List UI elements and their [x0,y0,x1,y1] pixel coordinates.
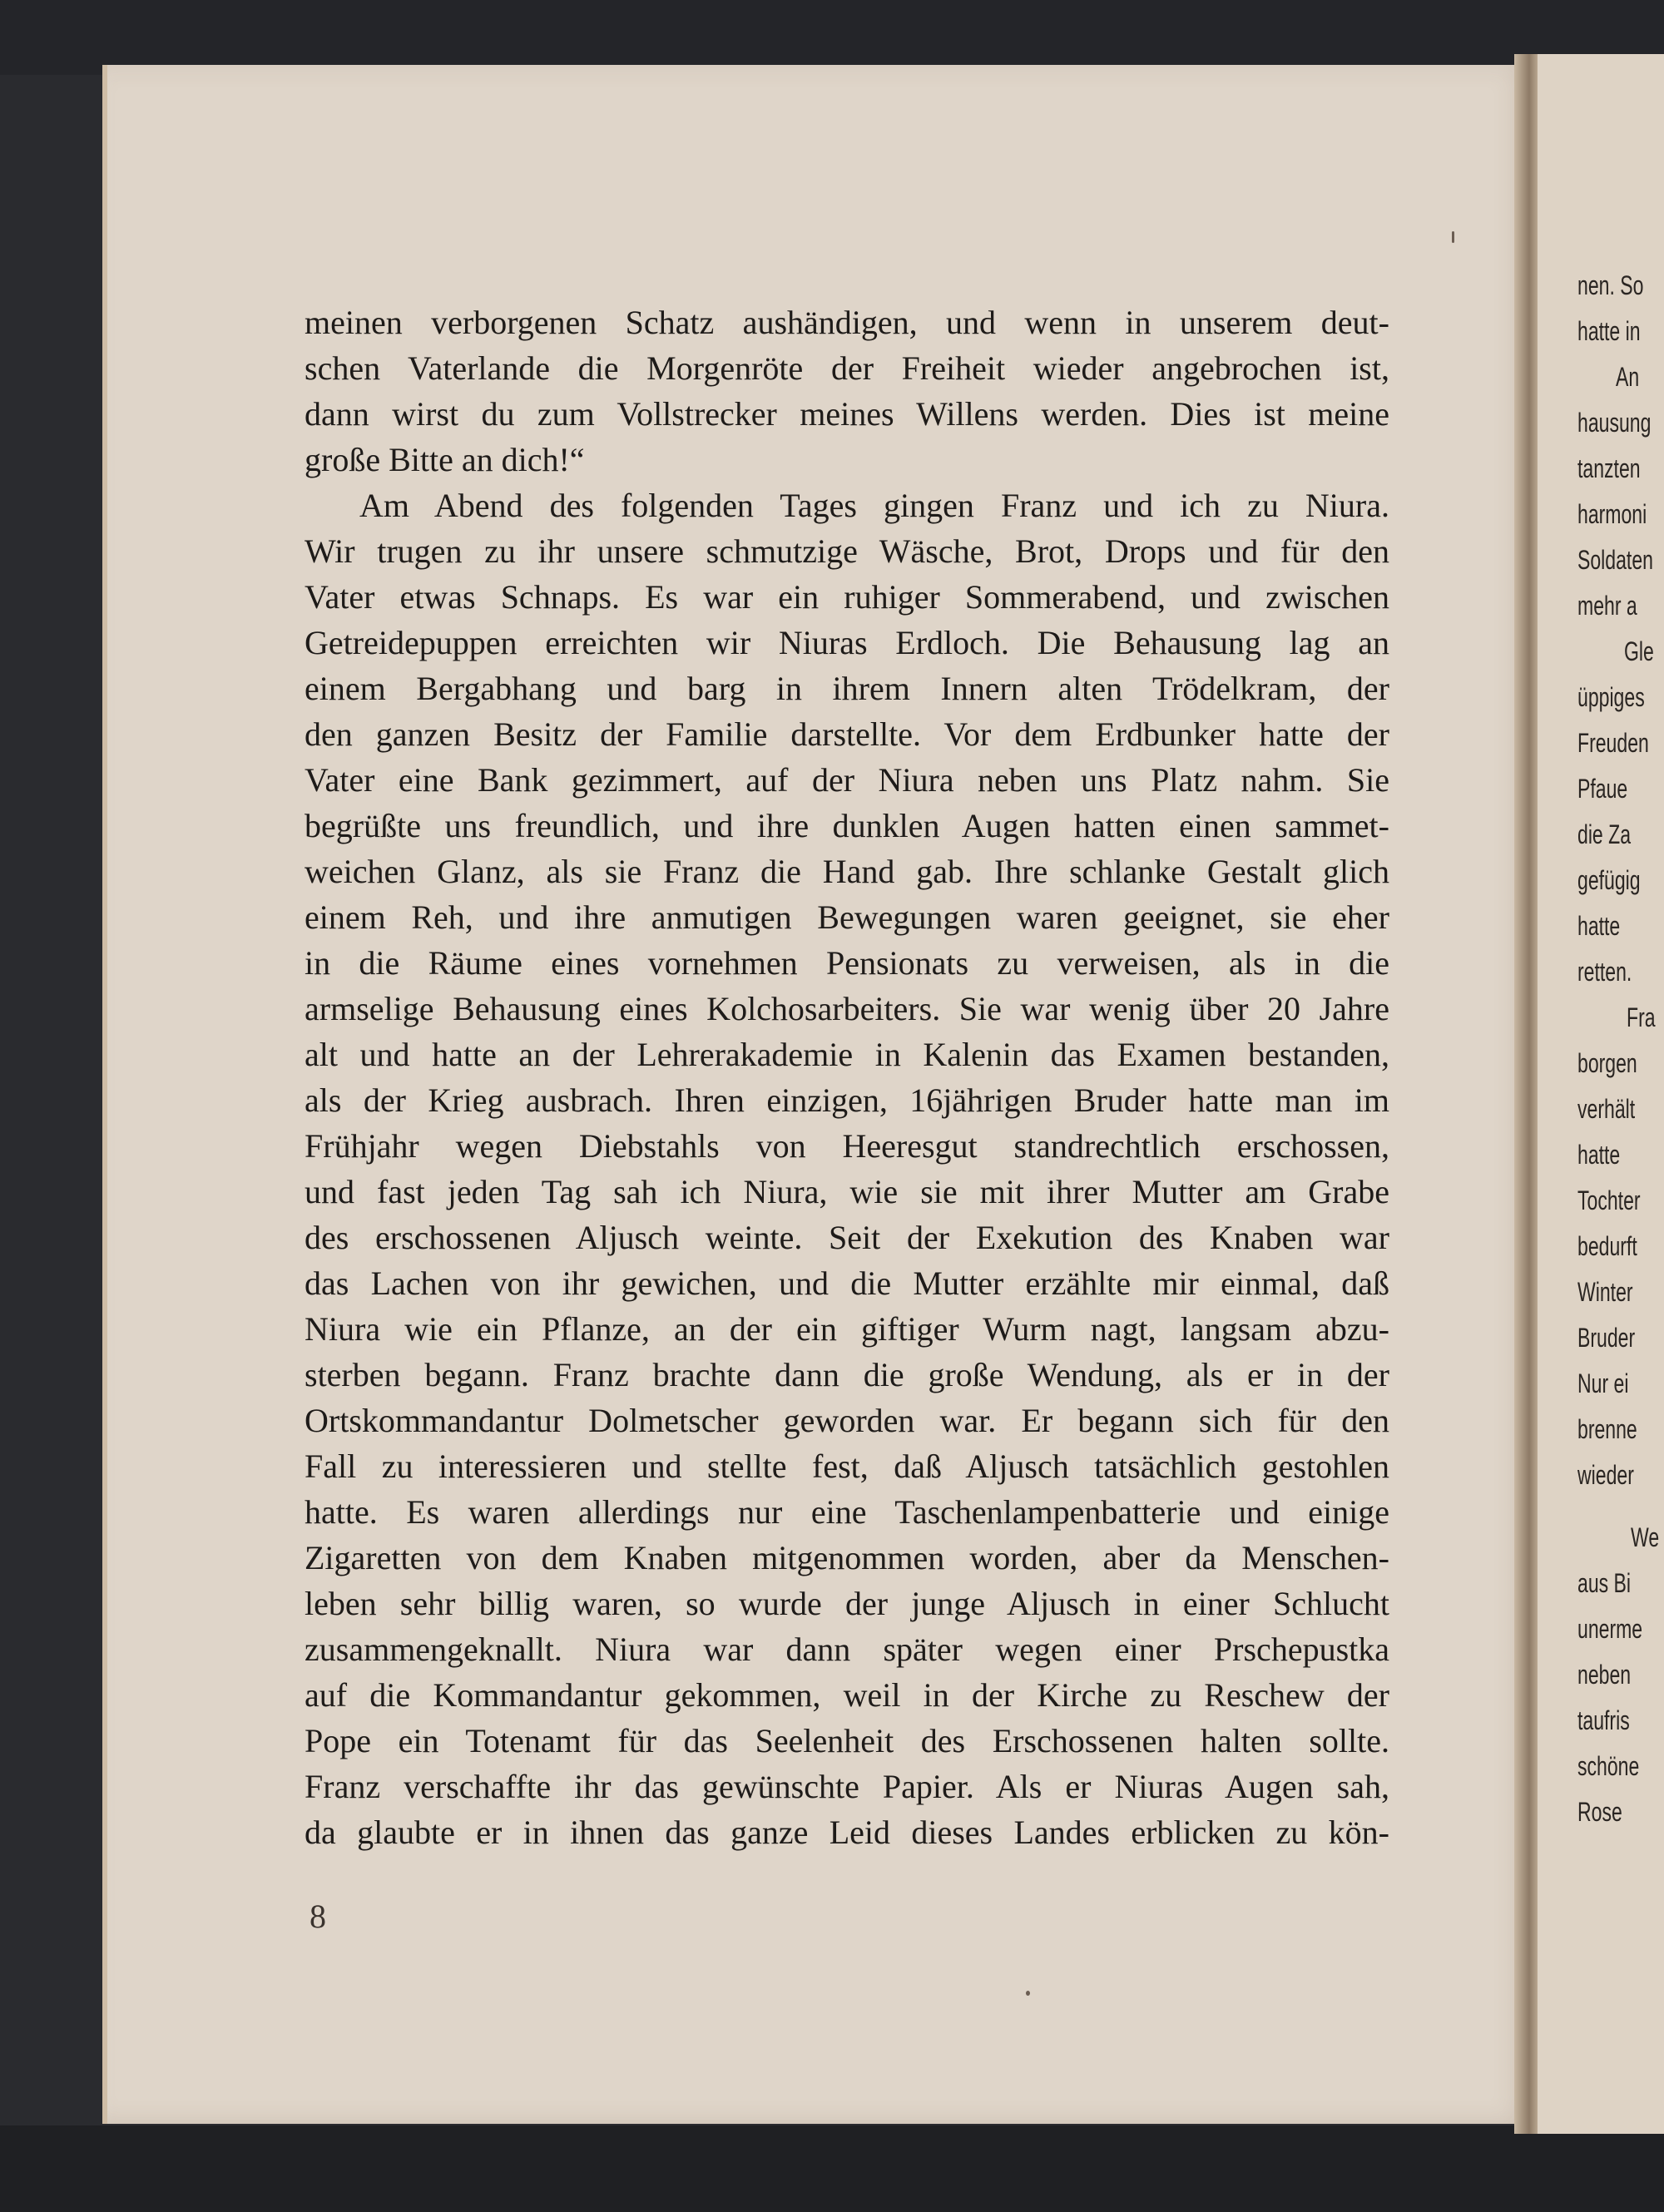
right-page-line: Bruder [1577,1323,1636,1353]
text-line: große Bitte an dich!“ [305,441,585,478]
right-page-line: hatte [1577,911,1621,941]
text-line: Getreidepuppen erreichten wir Niuras Erdloch. Die Behausung lag an [305,624,1389,661]
paper-speck [1026,1991,1030,1996]
right-page-line: harmoni [1577,499,1647,529]
text-line: Frühjahr wegen Diebstahls von Heeresgut standrechtlich erschossen, [305,1127,1389,1165]
text-line: Fall zu interessieren und stellte fest, daß Aljusch tatsächlich gestohlen [305,1447,1389,1485]
text-line: Niura wie ein Pflanze, an der ein giftiger Wurm nagt, langsam abzu- [305,1310,1389,1348]
right-page-line: retten. [1577,957,1632,987]
text-line: sterben begann. Franz brachte dann die große Wendung, als er in der [305,1356,1389,1393]
right-page-line: Nur ei [1577,1368,1629,1398]
right-page-line: nen. So [1577,270,1644,300]
right-page-line: Soldaten [1577,545,1653,575]
right-page-line: üppiges [1577,682,1645,712]
text-line: weichen Glanz, als sie Franz die Hand gab. Ihre schlanke Gestalt glich [305,853,1389,890]
text-line: Pope ein Totenamt für das Seelenheit des Erschossenen halten sollte. [305,1722,1389,1759]
dark-background-top [0,0,1664,75]
text-line: dann wirst du zum Vollstrecker meines Willens werden. Dies ist meine [305,395,1389,433]
text-line: begrüßte uns freundlich, und ihre dunklen Augen hatten einen sammet- [305,807,1389,844]
text-line: schen Vaterlande die Morgenröte der Freiheit wieder angebrochen ist, [305,349,1389,387]
right-page-line: Winter [1577,1277,1633,1307]
text-line: Franz verschaffte ihr das gewünschte Papier. Als er Niuras Augen sah, [305,1768,1389,1805]
right-page-line: Fra [1627,1002,1656,1032]
text-line: Am Abend des folgenden Tages gingen Franz und ich zu Niura. [359,487,1389,524]
right-page-line: die Za [1577,819,1632,849]
text-line: Vater eine Bank gezimmert, auf der Niura neben uns Platz nahm. Sie [305,761,1389,799]
right-page-line: unerme [1577,1614,1643,1644]
page-number: 8 [310,1898,326,1935]
text-line: den ganzen Besitz der Familie darstellte. Vor dem Erdbunker hatte der [305,715,1389,753]
text-line: meinen verborgenen Schatz aushändigen, und wenn in unserem deut- [305,304,1389,341]
right-page-line: Tochter [1577,1185,1641,1215]
right-page-line: verhält [1577,1094,1636,1124]
right-page-line: neben [1577,1660,1632,1690]
right-page-line: Freuden [1577,728,1649,758]
text-line: einem Reh, und ihre anmutigen Bewegungen waren geeignet, sie eher [305,898,1389,936]
right-page-line: hatte [1577,1140,1621,1170]
text-line: Zigaretten von dem Knaben mitgenommen worden, aber da Menschen- [305,1539,1389,1576]
right-page-line: mehr a [1577,591,1637,621]
right-page-line: gefügig [1577,865,1641,895]
text-line: einem Bergabhang und barg in ihrem Innern alten Trödelkram, der [305,670,1389,707]
right-page-line: brenne [1577,1414,1637,1444]
right-page-line: Gle [1624,636,1654,666]
text-line: alt und hatte an der Lehrerakademie in Kalenin das Examen bestanden, [305,1036,1389,1073]
right-page-line: bedurft [1577,1231,1637,1261]
right-page-line: wieder [1577,1460,1634,1490]
text-line: leben sehr billig waren, so wurde der junge Aljusch in einer Schlucht [305,1585,1389,1622]
right-page-line: hausung [1577,408,1652,438]
text-line: das Lachen von ihr gewichen, und die Mutter erzählte mir einmal, daß [305,1264,1389,1302]
right-page-line: tanzten [1577,453,1641,483]
text-line: armselige Behausung eines Kolchosarbeiters. Sie war wenig über 20 Jahre [305,990,1389,1027]
text-line: des erschossenen Aljusch weinte. Seit der Exekution des Knaben war [305,1219,1389,1256]
text-line: auf die Kommandantur gekommen, weil in der Kirche zu Reschew der [305,1676,1389,1714]
text-line: und fast jeden Tag sah ich Niura, wie sie mit ihrer Mutter am Grabe [305,1173,1389,1210]
paper-mark [1452,231,1454,243]
right-page-line: Pfaue [1577,774,1628,804]
text-line: als der Krieg ausbrach. Ihren einzigen, 16jährigen Bruder hatte man im [305,1081,1389,1119]
right-page-line: borgen [1577,1048,1637,1078]
right-page-line: hatte in [1577,316,1641,346]
text-line: Vater etwas Schnaps. Es war ein ruhiger Sommerabend, und zwischen [305,578,1389,616]
text-line: in die Räume eines vornehmen Pensionats zu verweisen, als in die [305,944,1389,982]
right-page-line: schöne [1577,1751,1640,1781]
right-page-line: taufris [1577,1705,1630,1735]
text-line: da glaubte er in ihnen das ganze Leid dieses Landes erblicken zu kön- [305,1814,1389,1851]
right-page-line: An [1616,362,1640,392]
text-line: Ortskommandantur Dolmetscher geworden war. Er begann sich für den [305,1402,1389,1439]
right-page-line: We [1631,1522,1660,1552]
text-line: Wir trugen zu ihr unsere schmutzige Wäsche, Brot, Drops und für den [305,532,1389,570]
right-page-line: aus Bi [1577,1568,1632,1598]
text-line: hatte. Es waren allerdings nur eine Taschenlampenbatterie und einige [305,1493,1389,1531]
text-line: zusammengeknallt. Niura war dann später wegen einer Prschepustka [305,1631,1389,1668]
dark-background-bottom [0,2125,1664,2212]
right-page-line: Rose [1577,1797,1622,1827]
